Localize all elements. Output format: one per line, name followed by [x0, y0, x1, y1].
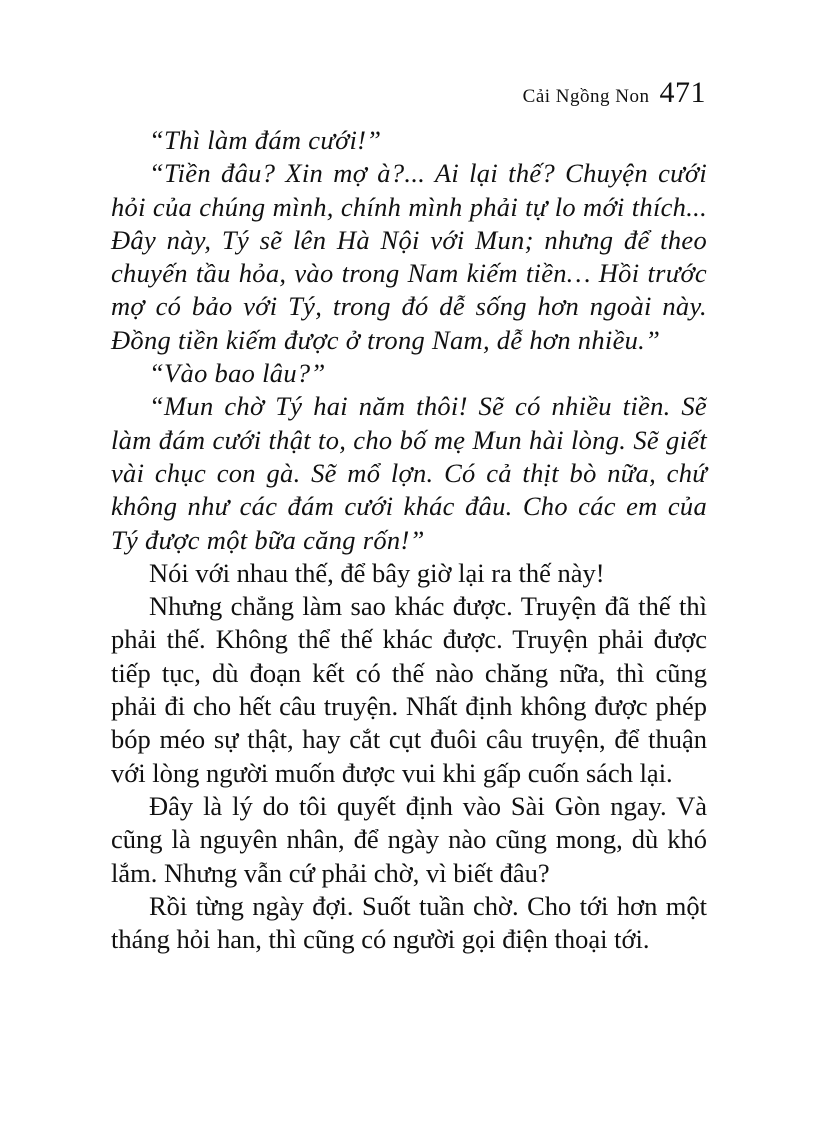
dialogue-paragraph: “Mun chờ Tý hai năm thôi! Sẽ có nhiều tiền. Sẽ làm đám cưới thật to, cho bố mẹ Mun hài lòng. Sẽ giết vài chục con gà. Sẽ mổ lợn. Có cả thịt bò nữa, chứ không như các đám cưới khác đâu. Cho các em của Tý được một bữa căng rốn!” — [111, 391, 707, 555]
dialogue-paragraph: “Tiền đâu? Xin mợ à?... Ai lại thế? Chuyện cưới hỏi của chúng mình, chính mình phải tự lo mới thích... Đây này, Tý sẽ lên Hà Nội với Mun; nhưng để theo chuyến tầu hỏa, vào trong Nam kiếm tiền… Hồi trước mợ có bảo với Tý, trong đó dễ sống hơn ngoài này. Đồng tiền kiếm được ở trong Nam, dễ hơn nhiều.” — [111, 158, 707, 355]
narrative-paragraph: Đây là lý do tôi quyết định vào Sài Gòn ngay. Và cũng là nguyên nhân, để ngày nào cũng mong, dù khó lắm. Nhưng vẫn cứ phải chờ, vì biết đâu? — [111, 790, 707, 888]
dialogue-paragraph: “Thì làm đám cưới!” — [149, 125, 382, 155]
page-number: 471 — [659, 76, 706, 109]
narrative-paragraph: Nói với nhau thế, để bây giờ lại ra thế này! — [149, 557, 605, 588]
running-header — [523, 76, 706, 110]
narrative-paragraph: Rồi từng ngày đợi. Suốt tuần chờ. Cho tới hơn một tháng hỏi han, thì cũng có người gọi điện thoại tới. — [111, 890, 707, 955]
dialogue-paragraph: “Vào bao lâu?” — [149, 358, 326, 389]
narrative-paragraph: Nhưng chẳng làm sao khác được. Truyện đã thế thì phải thế. Không thể thế khác được. Truyện phải được tiếp tục, dù đoạn kết có thế nào chăng nữa, thì cũng phải đi cho hết câu truyện. Nhất định không được phép bóp méo sự thật, hay cắt cụt đuôi câu truyện, để thuận với lòng người muốn được vui khi gấp cuốn sách lại. — [111, 591, 707, 788]
body-text — [111, 124, 707, 956]
chapter-title: Cải Ngồng Non — [522, 86, 650, 107]
